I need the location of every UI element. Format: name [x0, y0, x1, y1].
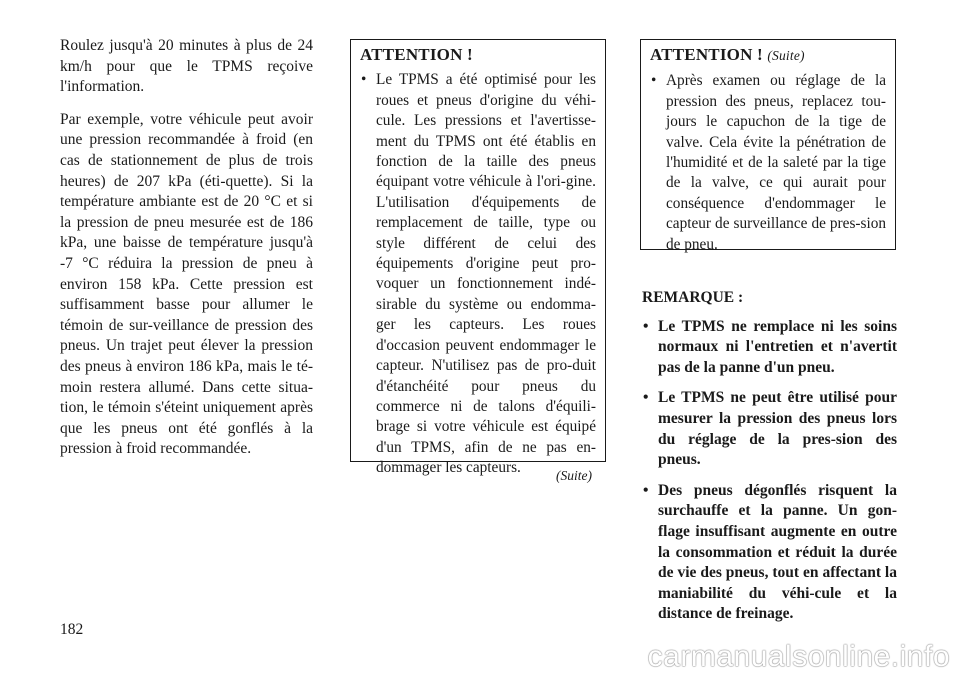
- bullet-icon: •: [651, 72, 657, 90]
- note-item: [642, 317, 897, 379]
- bullet-icon: •: [643, 481, 649, 499]
- attention-title: ATTENTION !: [360, 45, 473, 64]
- attention-bullet: [360, 70, 596, 478]
- continued-label: (Suite): [767, 48, 805, 63]
- note-item-text: Le TPMS ne remplace ni les soins normaux ni l'entretien et n'avertit pas de la panne d'un pneu.: [658, 317, 897, 376]
- watermark: carmanualsonline.info: [647, 640, 950, 673]
- note-item: [642, 388, 897, 470]
- attention-bullet-text: Le TPMS a été optimisé pour les roues et pneus d'origine du véhi-cule. Les pressions et l'avertisse-ment du TPMS ont été établis en fonction de la taille des pneus équipant votre véhicule à l'ori-gine. L'utilisation d'équipements de remplacement de taille, type ou style différent de celui des équipements d'origine peut pro-voquer un fonctionnement indé-sirable du système ou endomma-ger les capteurs. Les roues d'occasion peuvent endommager le capteur. N'utilisez pas de pro-duit d'étanchéité pour pneus du commerce ni de talons d'équili-brage si votre véhicule est équipé d'un TPMS, afin de ne pas en-dommager les capteurs.: [376, 71, 596, 477]
- page-number: 182: [60, 621, 84, 638]
- paragraph-example: Par exemple, votre véhicule peut avoir une pression recommandée à froid (en cas de stationnement de plus de trois heures) de 207 kPa (éti-quette). Si la température ambiante est de 20 °C et si la pression de pneu mesurée est de 186 kPa, une baisse de température jusqu'à -7 °C réduira la pression de pneu à environ 158 kPa. Cette pression est suffisamment basse pour allumer le témoin de sur-veillance de pression des pneus. Un trajet peut élever la pression des pneus à environ 186 kPa, mais le té-moin restera allumé. Dans cette situa-tion, le témoin s'éteint uniquement après que les pneus ont été gonflés à la pression à froid recommandée.: [60, 110, 313, 458]
- bullet-icon: •: [643, 389, 649, 407]
- note-title: REMARQUE :: [642, 289, 744, 306]
- note-section: [642, 288, 897, 635]
- note-item-text: Des pneus dégonflés risquent la surchauffe et la panne. Un gon-flage insuffisant augmente en outre la consommation et réduit la durée de vie des pneus, tout en affectant la maniabilité du véhi-cule et la distance de freinage.: [658, 481, 897, 623]
- continued-label: (Suite): [556, 468, 592, 483]
- paragraph-drive-time: Roulez jusqu'à 20 minutes à plus de 24 km/h pour que le TPMS reçoive l'information.: [60, 37, 313, 96]
- bullet-icon: •: [643, 317, 649, 335]
- note-item: [642, 481, 897, 625]
- attention-box-2: [640, 39, 896, 253]
- attention-bullet: [650, 71, 886, 255]
- attention-bullet-text: Après examen ou réglage de la pression des pneus, replacez tou-jours le capuchon de la tige de valve. Cela évite la pénétration de l'humidité et de la saleté par la tige de la valve, ce qui aurait pour conséquence d'endommager le capteur de surveillance de pres-sion de pneu.: [666, 72, 886, 253]
- note-item-text: Le TPMS ne peut être utilisé pour mesurer la pression des pneus lors du réglage de la pres-sion des pneus.: [658, 389, 897, 469]
- bullet-icon: •: [361, 71, 367, 89]
- left-column: [60, 36, 313, 472]
- attention-title-continued: ATTENTION ! (Suite): [650, 45, 805, 64]
